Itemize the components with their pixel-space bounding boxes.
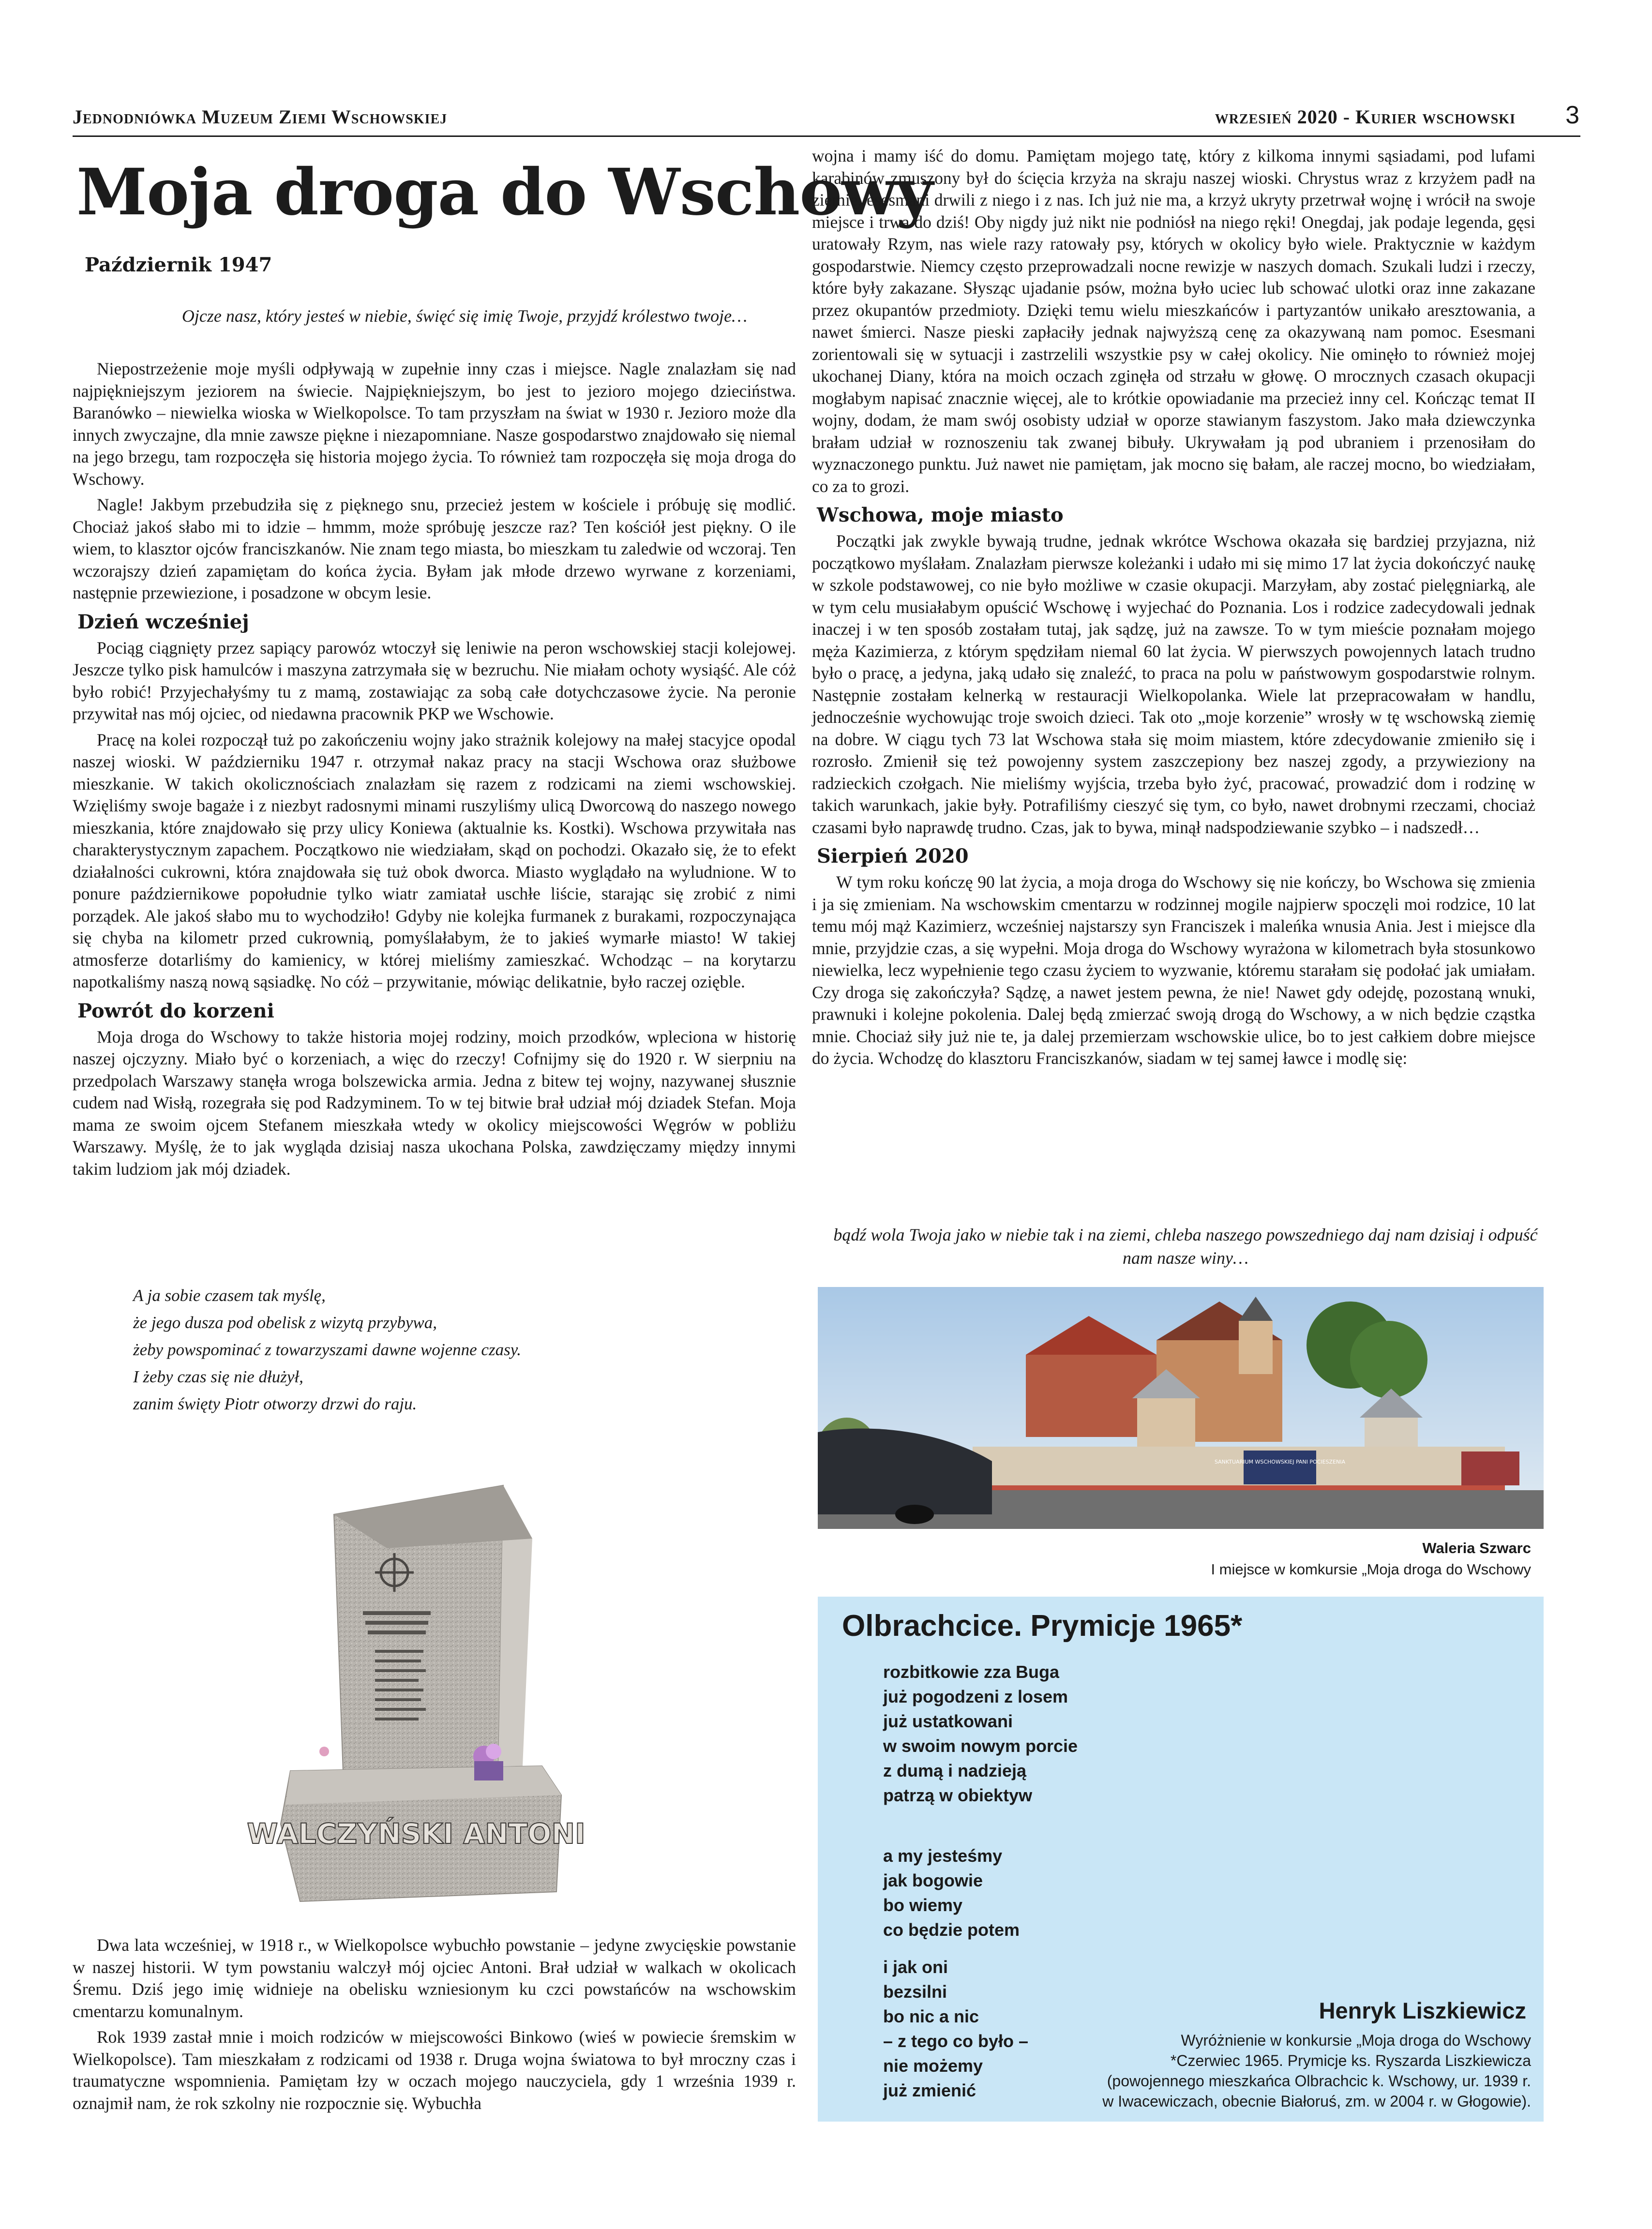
poem-author: Henryk Liszkiewicz [1319,1998,1526,2023]
stanza-line: w swoim nowym porcie [883,1736,1078,1756]
poem-line: A ja sobie czasem tak myślę, [133,1286,326,1305]
note-line: Wyróżnienie w konkursie „Moja droga do Wschowy [1181,2032,1531,2049]
running-header-left: Jednodniówka Muzeum Ziemi Wschowskiej [73,106,448,128]
section-heading: Wschowa, moje miasto [817,504,1064,526]
stanza-line: z dumą i nadzieją [883,1761,1027,1780]
monument-photo [247,1456,586,1906]
monument-inscription: WALCZYŃSKI ANTONI [247,1817,586,1850]
poem-box-title: Olbrachcice. Prymicje 1965* [842,1609,1243,1643]
section-heading: Sierpień 2020 [817,845,969,868]
poem-notes [1047,2030,1531,2111]
section-heading: Dzień wcześniej [77,610,249,633]
note-line: (powojennego mieszkańca Olbrachcic k. Wschowy, ur. 1939 r. [1107,2072,1531,2090]
memorial-poem [133,1282,521,1418]
poem-line: że jego dusza pod obelisk z wizytą przybywa, [133,1313,437,1332]
paragraph: Nagle! Jakbym przebudziła się z pięknego snu, przecież jestem w kościele i próbuję się modlić. Chociaż jakoś słabo mi to idzie – hmmm, może spróbuję jeszcze raz? Ten kościół jest piękny. O ile wiem, to klasztor ojców franciszkanów. Nie znam tego miasta, bo mieszkam tu zaledwie od wczoraj. Ten wczorajszy dzień zapamiętam do końca życia. Byłam jak młode drzewo wyrwane z korzeniami, następnie przewiezione, i posadzone w obcym lesie. [73,495,796,602]
right-column-top [812,145,1535,1074]
poem-stanza-3 [883,1955,1028,2103]
paragraph: Pociąg ciągnięty przez sapiący parowóz wtoczył się leniwie na peron wschowskiej stacji kolejowej. Jeszcze tylko pisk hamulców i maszyna zatrzymała się w bezruchu. Nie miałam ochoty wysiąść. Ale cóż było robić! Przyjechałyśmy tu z mamą, zostawiając za sobą całe dotychczasowe życie. Na peronie przywitał nas mój ojciec, od niedawna pracownik PKP we Wschowie. [73,638,796,723]
running-header-right: wrzesień 2020 - Kurier wschowski [1215,106,1516,128]
stanza-line: bo nic a nic [883,2006,979,2026]
motto-quote: Ojcze nasz, który jesteś w niebie, święć się imię Twoje, przyjdź królestwo twoje… [181,306,748,326]
stanza-line: już zmienić [883,2080,976,2100]
paragraph: Pracę na kolei rozpoczął tuż po zakończeniu wojny jako strażnik kolejowy na małej stacyjce opodal naszej wioski. W październiku 1947 r. otrzymał nakaz pracy na stacji Wschowa oraz służbowe mieszkanie. W takich okolicznościach znalazłam się razem z rodzicami na ziemi wschowskiej. Wzięliśmy swoje bagaże i z niezbyt radosnymi minami ruszyliśmy ulicą Dworcową do naszego nowego mieszkania, które znajdowało się przy ulicy Koniewa (aktualnie ks. Kostki). Wschowa przywitała nas charakterystycznym zapachem. Początkowo nie wiedziałam, skąd on pochodzi. Okazało się, że to efekt działalności cukrowni, która znajdowała się tuż obok dworca. Miasto wyglądało na wyludnione. W to ponure październikowe popołudnie tylko wiatr zamiatał uschłe liście, starając się zrobić z nimi porządek. Ale jakoś słabo mu to wychodziło! Gdyby nie kolejka furmanek z burakami, rozpoczynająca się chyba na kilometr przed cukrownią, pomyślałabym, że to jakieś wymarłe miasto! W takiej atmosferze dotarliśmy do kamienicy, w której mieliśmy zamieszkać. Wchodząc – na korytarzu napotkaliśmy naszą nową sąsiadkę. No cóż – przywitanie, mówiąc delikatnie, było raczej ozięble. [73,730,796,991]
poem-stanza-1 [883,1660,1078,1808]
paragraph: wojna i mamy iść do domu. Pamiętam mojego tatę, który z kilkoma innymi sąsiadami, pod lufami karabinów zmuszony był do ścięcia krzyża na skraju naszej wioski. Chrystus wraz z krzyżem padł na ziemię, esesmani drwili z niego i z nas. Ich już nie ma, a krzyż ukryty przetrwał wojnę i wrócił na swoje miejsce i trwa do dziś! Oby nigdy już nikt nie podniósł na niego ręki! Onegdaj, jak podaje legenda, gęsi uratowały Rzym, nas wiele razy ratowały psy, których w okolicy było wiele. Praktycznie w każdym gospodarstwie. Niemcy często przeprowadzali nocne rewizje w naszych domach. Szukali ludzi i rzeczy, które były zakazane. Słysząc ujadanie psów, można było uciec lub schować ulotki oraz inne zakazane przez okupantów przedmioty. Dzięki temu wielu mieszkańców i partyzantów unikało aresztowania, a nawet śmierci. Nasze pieski zapłaciły jednak najwyższą cenę za okazywaną nam pomoc. Esesmani zorientowali się w sytuacji i zastrzelili wszystkie psy w całej okolicy. Nie ominęło to również mojej ukochanej Diany, która na moich oczach zginęła od strzału w głowę. O mrocznych czasach okupacji mogłabym napisać znacznie więcej, ale to krótkie opowiadanie ma przecież inny cel. Kończąc temat II wojny, dodam, że mam swój osobisty udział w oporze stawianym faszystom. Jako mała dziewczynka brałam udział w roznoszeniu tak zwanej bibuły. Ukrywałam ją pod ubraniem i przenosiłam do wyznaczonego punktu. Już nawet nie pamiętam, jak mocno się bałam, ale raczej mocno, bo wiedziałam, co za to grozi. [812,146,1535,496]
banner-text: SANKTUARIUM WSCHOWSKIEJ PANI POCIESZENIA [1214,1459,1346,1465]
paragraph: Dwa lata wcześniej, w 1918 r., w Wielkopolsce wybuchło powstanie – jedyne zwycięskie powstanie w naszej historii. W tym powstaniu walczył mój ojciec Antoni. Brał udział w walkach w okolicach Śremu. Dziś jego imię widnieje na obelisku wzniesionym ku czci powstańców na wschowskim cmentarzu komunalnym. [73,1935,796,2021]
section-heading: Powrót do korzeni [77,999,274,1022]
article-title: Moja droga do Wschowy [76,155,933,230]
page-number: 3 [1565,101,1579,129]
photo-caption-author: Waleria Szwarc [1422,1540,1531,1556]
poem-line: I żeby czas się nie dłużył, [133,1367,303,1386]
poem-line: żeby powspominać z towarzyszami dawne wojenne czasy. [133,1340,522,1359]
prayer-quote: bądź wola Twoja jako w niebie tak i na ziemi, chleba naszego powszedniego daj nam dzisiaj i odpuść nam nasze winy… [833,1225,1538,1268]
stanza-line: bo wiemy [883,1895,963,1915]
stanza-line: już ustatkowani [883,1711,1013,1731]
stanza-line: nie możemy [883,2056,983,2076]
stanza-line: co będzie potem [883,1920,1020,1940]
poem-line: zanim święty Piotr otworzy drzwi do raju. [133,1394,417,1413]
stanza-line: rozbitkowie zza Buga [883,1662,1060,1682]
paragraph: Rok 1939 zastał mnie i moich rodziców w miejscowości Binkowo (wieś w powiecie śremskim w Wielkopolsce). Tam mieszkałam z rodzicami od 1938 r. Druga wojna światowa to był mroczny czas i traumatyczne wspomnienia. Pamiętam łzy w oczach mojego nauczyciela, gdy 1 września 1939 r. oznajmił nam, że rok szkolny nie rozpocznie się. Wybuchła [73,2027,796,2113]
poem-stanza-2 [883,1843,1020,1942]
stanza-line: już pogodzeni z losem [883,1687,1068,1706]
stanza-line: jak bogowie [883,1870,983,1890]
left-column-bottom [73,1934,796,2118]
photo-caption-award: I miejsce w komkursie „Moja droga do Wschowy [1211,1561,1531,1578]
stanza-line: a my jesteśmy [883,1846,1003,1866]
paragraph: Początki jak zwykle bywają trudne, jednak wkrótce Wschowa okazała się bardziej przyjazna, niż początkowo myślałam. Znalazłam pierwsze koleżanki i udało mi się mimo 17 lat życia dokończyć naukę w szkole podstawowej, co nie było możliwe w czasie okupacji. Marzyłam, aby zostać pielęgniarką, ale w tym celu musiałabym opuścić Wschowę i wyjechać do Poznania. Los i rodzice zadecydowali jednak inaczej i w ten sposób zostałam tutaj, jak sądzę, już na zawsze. To w tym mieście poznałam mojego męża Kazimierza, z którym spędziłam niemal 60 lat życia. W pierwszych powojennych latach trudno było o pracę, a jedyna, jaką udało się znaleźć, to praca na polu w państwowym gospodarstwie rolnym. Następnie zostałam kelnerką w restauracji Wielkopolanka. Wiele lat przepracowałam w handlu, jednocześnie wychowując troje swoich dzieci. Tak oto „moje korzenie” wrosły w tę wschowską ziemię na dobre. W ciągu tych 73 lat Wschowa stała się moim miastem, które zdecydowanie zmieniło się i rozrosło. Zmienił się też powojenny system zaszczepiony bez naszej zgody, a przywieziony na radzieckich czołgach. Nie mieliśmy wyjścia, trzeba było żyć, pracować, prowadzić dom i rodzinę w takich warunkach, jakie były. Potrafiliśmy cieszyć się tym, co było, nawet drobnymi rzeczami, chociaż czasami było naprawdę trudno. Czas, jak to bywa, minął nadspodziewanie szybko – i nadszedł… [812,531,1535,837]
paragraph: Moja droga do Wschowy to także historia mojej rodziny, moich przodków, wpleciona w historię naszej ojczyzny. Miało być o korzeniach, a więc do rzeczy! Cofnijmy się do 1920 r. W sierpniu na przedpolach Warszawy stanęła wroga bolszewicka armia. Jedna z bitew tej wojny, nazywanej słusznie cudem nad Wisłą, rozegrała się pod Radzyminem. To w tej bitwie brał udział mój dziadek Stefan. Moja mama ze swoim ojcem Stefanem mieszkała wtedy w okolicy miejscowości Węgrów w pobliżu Warszawy. Myślę, że to jak wygląda dzisiaj nasza ukochana Polska, zawdzięczamy między innymi takim ludziom jak mój dziadek. [73,1027,796,1179]
note-line: *Czerwiec 1965. Prymicje ks. Ryszarda Liszkiewicza [1170,2052,1531,2069]
stanza-line: – z tego co było – [883,2031,1029,2051]
date-heading: Październik 1947 [85,254,272,276]
stanza-line: patrzą w obiektyw [883,1785,1033,1805]
paragraph: W tym roku kończę 90 lat życia, a moja droga do Wschowy się nie kończy, bo Wschowa się zmienia i ja się zmieniam. Na wschowskim cmentarzu w rodzinnej mogile najpierw spoczęli moi rodzice, 10 lat temu mój mąż Kazimierz, wcześniej najstarszy syn Franciszek i maleńka wnusia Ania. Jest i miejsce dla mnie, przyjdzie czas, a się wypełni. Moja droga do Wschowy wyrażona w kilometrach była stosunkowo niewielka, lecz wypełnienie tego czasu życiem to wyzwanie, któremu starałam się podołać jak umiałam. Czy droga się zakończyła? Sądzę, a nawet jestem pewna, że nie! Nawet gdy odejdę, pozostaną wnuki, prawnuki i kolejne pokolenia. Dalej będą zmierzać swoją drogą do Wschowy, a w nich będzie cząstka mnie. Chociaż siły już nie te, ja dalej przemierzam wschowskie ulice, bo to jest całkiem dobre miejsce do życia. Wchodzę do klasztoru Franciszkanów, siadam w tej samej ławce i modlę się: [812,872,1535,1068]
stanza-line: bezsilni [883,1982,947,2002]
church-photo [818,1287,1544,1529]
stanza-line: i jak oni [883,1957,948,1977]
note-line: w Iwacewiczach, obecnie Białoruś, zm. w 2004 r. w Głogowie). [1102,2093,1531,2110]
header-rule [73,135,1580,137]
paragraph: Niepostrzeżenie moje myśli odpływają w zupełnie inny czas i miejsce. Nagle znalazłam się nad najpiękniejszym jeziorem na świecie. Najpiękniejszym, bo jest to jezioro mojego dzieciństwa. Baranówko – niewielka wioska w Wielkopolsce. To tam przyszłam na świat w 1930 r. Jezioro może dla innych zwyczajne, dla mnie zawsze piękne i niezapomniane. Nasze gospodarstwo znajdowało się niemal na jego brzegu, tam rozpoczęła się historia mojego życia. To również tam rozpoczęła się moja droga do Wschowy. [73,359,796,489]
left-column-top [73,358,796,1184]
